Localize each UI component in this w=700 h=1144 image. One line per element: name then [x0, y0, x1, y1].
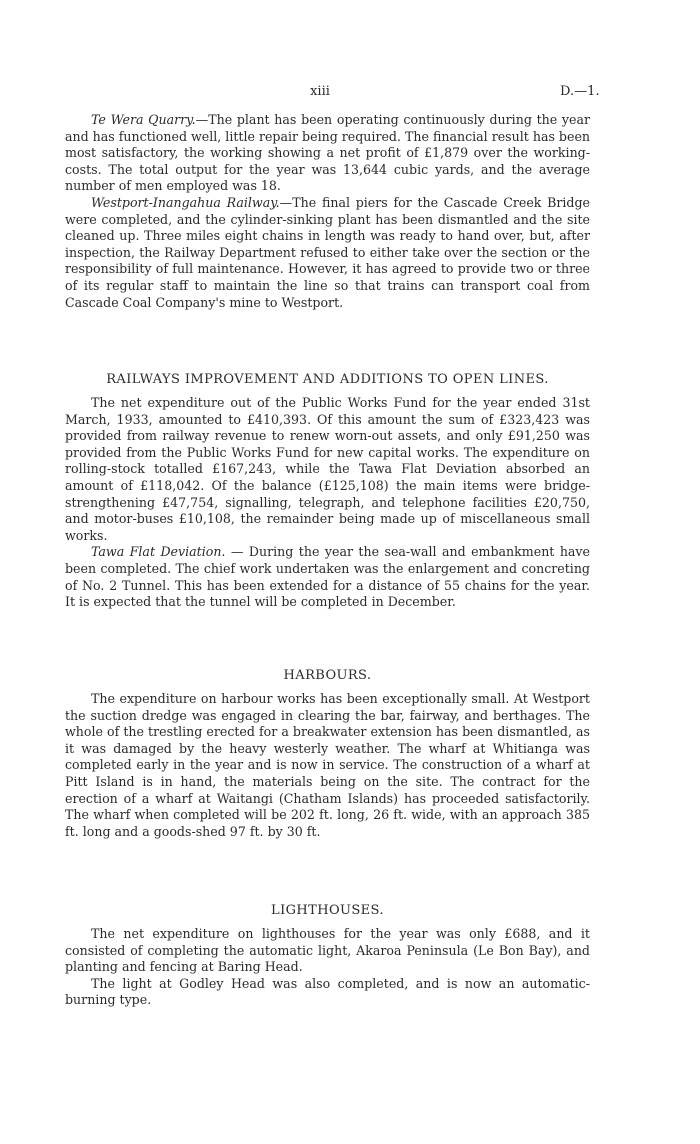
railways-expenditure-paragraph: The net expenditure out of the Public Works Fund for the year ended 31st March, 1933, amounted to £410,393. Of this amount the sum of £323,423 was provided from railway revenue to renew worn-out assets, and only £91,250 was provided from the Public Works Fund for new capital works. The expenditure on rolling-stock totalled £167,243, while the Tawa Flat Deviation absorbed an amount of £118,042. Of the balance (£125,108) the main items were bridge-strengthening £47,754, signalling, telegraph, and telephone facilities £20,750, and motor-buses £10,108, the remainder being made up of miscellaneous small works. [65, 395, 590, 543]
harbours-section-body [65, 691, 590, 840]
lighthouses-section-title: LIGHTHOUSES. [271, 903, 384, 918]
quarry-heading: Te Wera Quarry. [91, 112, 196, 127]
railways-section-title: RAILWAYS IMPROVEMENT AND ADDITIONS TO OPEN LINES. [106, 372, 549, 387]
godley-head-paragraph: The light at Godley Head was also completed, and is now an automatic-burning type. [65, 975, 590, 1008]
harbours-section-title: HARBOURS. [283, 668, 372, 683]
tawa-flat-text: — During the year the sea-wall and embankment have been completed. The chief work undertaken was the enlargement and concreting of No. 2 Tunnel. This has been extended for a distance of 55 chains for the year. It is expected that the tunnel will be completed in December. [65, 544, 591, 610]
harbours-paragraph: The expenditure on harbour works has been exceptionally small. At Westport the suction dredge was engaged in clearing the bar, fairway, and berthages. The whole of the trestling erected for a breakwater extension has been dismantled, as it was damaged by the heavy westerly weather. The wharf at Whitianga was completed early in the year and is now in service. The construction of a wharf at Pitt Island is in hand, the materials being on the site. The contract for the erection of a wharf at Waitangi (Chatham Islands) has proceeded satisfactorily. The wharf when completed will be 202 ft. long, 26 ft. wide, with an approach 385 ft. long and a goods-shed 97 ft. by 30 ft. [65, 691, 590, 839]
tawa-flat-heading: Tawa Flat Deviation. [91, 544, 226, 560]
works-paragraphs [65, 112, 590, 311]
page-number: xiii [310, 84, 330, 99]
tawa-flat-paragraph [65, 544, 590, 610]
lighthouses-section-body [65, 926, 590, 1009]
railways-section-body [65, 395, 590, 611]
railway-heading: Westport-Inangahua Railway. [91, 194, 280, 210]
quarry-text: —The plant has been operating continuously during the year and has functioned well, little repair being required. The financial result has been most satisfactory, the working showing a net profit of £1,879 over the working-costs. The total output for the year was 13,644 cubic yards, and the average number of men employed was 18. [65, 112, 591, 194]
quarry-paragraph [65, 112, 590, 195]
railway-text: —The final piers for the Cascade Creek Bridge were completed, and the cylinder-sinking plant has been dismantled and the site cleaned up. Three miles eight chains in length was ready to hand over, but, after inspection, the Railway Department refused to either take over the section or the responsibility of full maintenance. However, it has agreed to provide two or three of its regular staff to maintain the line so that trains can transport coal from Cascade Coal Company's mine to Westport. [65, 194, 590, 310]
railway-paragraph [65, 195, 590, 311]
document-reference: D.—1. [560, 84, 600, 99]
lighthouses-expenditure-paragraph: The net expenditure on lighthouses for the year was only £688, and it consisted of completing the automatic light, Akaroa Peninsula (Le Bon Bay), and planting and fencing at Baring Head. [65, 926, 590, 975]
